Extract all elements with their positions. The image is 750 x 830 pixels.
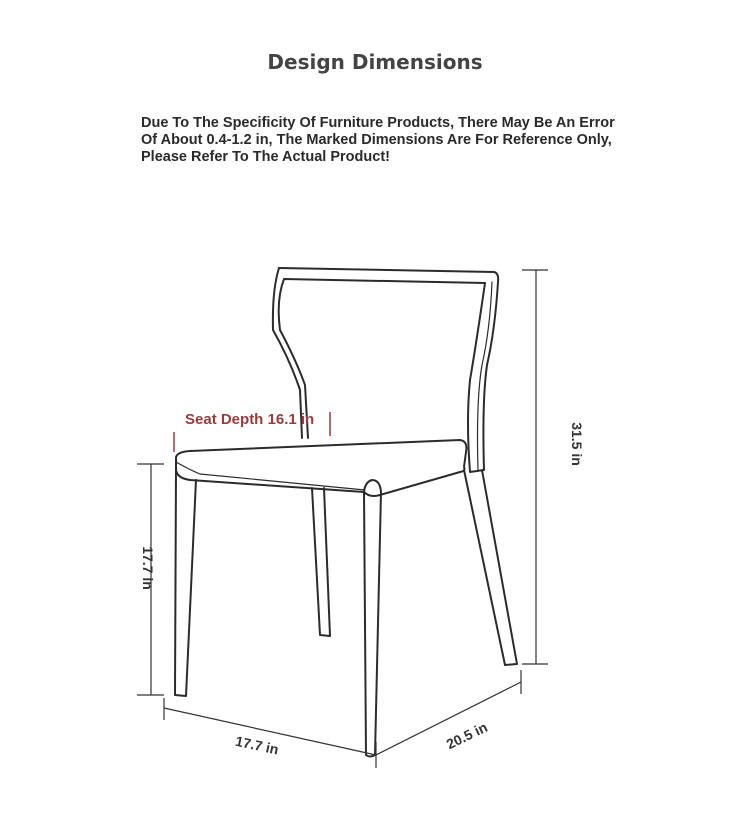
- chair-leg-back-left: [312, 488, 330, 636]
- chair-illustration: [175, 268, 517, 757]
- width-dimension-line: [164, 698, 376, 768]
- seat-depth-label: Seat Depth 16.1 in: [185, 411, 315, 428]
- disclaimer-line: Due To The Specificity Of Furniture Products, There May Be An Error: [141, 115, 615, 131]
- chair-seat: [176, 440, 466, 496]
- chair-leg-front-left: [175, 466, 196, 696]
- disclaimer-line: Please Refer To The Actual Product!: [141, 149, 390, 165]
- height-dimension-line: [522, 270, 548, 664]
- chair-leg-front-right: [364, 480, 381, 757]
- disclaimer-line: Of About 0.4-1.2 in, The Marked Dimensions Are For Reference Only,: [141, 132, 612, 148]
- chair-leg-back-right: [464, 470, 517, 665]
- total-height-label: 31.5 in: [569, 422, 585, 466]
- page-title: Design Dimensions: [267, 50, 483, 74]
- depth-label: 20.5 in: [443, 718, 490, 753]
- seat-height-label: 17.7 in: [140, 546, 156, 590]
- width-label: 17.7 in: [234, 732, 281, 758]
